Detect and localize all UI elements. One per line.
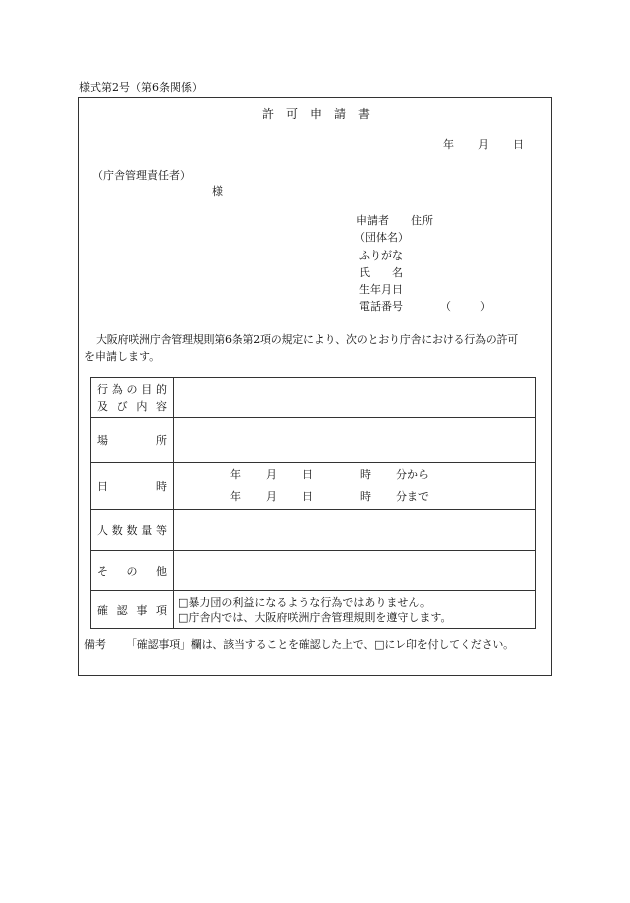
label-confirm: 確 認 事 項 [91, 591, 174, 629]
applicant-name: 氏 名 [359, 266, 403, 279]
applicant-address: 住所 [411, 214, 433, 227]
field-datetime[interactable] [174, 463, 536, 510]
row-confirm [91, 591, 536, 629]
row-purpose [91, 378, 536, 418]
applicant-org: （団体名） [354, 231, 409, 244]
field-purpose[interactable] [174, 378, 536, 418]
addressee-name: （庁舎管理責任者） [92, 169, 191, 182]
field-other[interactable] [174, 551, 536, 591]
row-place [91, 418, 536, 463]
phone-paren-open: （ [440, 300, 451, 313]
applicant-furigana: ふりがな [359, 249, 403, 262]
label-count: 人 数 数 量 等 [91, 510, 174, 551]
row-datetime [91, 463, 536, 510]
date-year: 年 [443, 138, 454, 151]
body-text-line1: 大阪府咲洲庁舎管理規則第6条第2項の規定により、次のとおり庁舎における行為の許可 [96, 333, 518, 346]
field-place[interactable] [174, 418, 536, 463]
form-title: 許 可 申 請 書 [262, 107, 371, 121]
checkbox-item-1[interactable]: □暴力団の利益になるような行為ではありません。 [178, 595, 432, 609]
field-count[interactable] [174, 510, 536, 551]
date-day: 日 [513, 138, 524, 151]
applicant-birthdate: 生年月日 [359, 283, 403, 296]
checkbox-item-2[interactable]: □庁舎内では、大阪府咲洲庁舎管理規則を遵守します。 [178, 610, 452, 624]
label-place: 場 所 [91, 418, 174, 463]
label-other: そ の 他 [91, 551, 174, 591]
datetime-to: 年 月 日 時 分まで [230, 490, 429, 503]
phone-paren-close: ） [480, 300, 491, 313]
row-count [91, 510, 536, 551]
form-number: 様式第2号（第6条関係） [79, 81, 203, 94]
addressee-honorific: 様 [212, 185, 223, 198]
row-other [91, 551, 536, 591]
applicant-label: 申請者 [356, 214, 389, 227]
request-table [90, 377, 536, 629]
note-text: 「確認事項」欄は、該当することを確認した上で、□にレ印を付してください。 [126, 638, 514, 651]
label-purpose-line2: 及 び 内 容 [97, 399, 167, 413]
label-datetime: 日 時 [91, 463, 174, 510]
label-purpose-line1: 行 為 の 目 的 [97, 382, 167, 396]
label-purpose [91, 378, 174, 418]
applicant-phone: 電話番号 [359, 300, 403, 313]
date-month: 月 [478, 138, 489, 151]
field-confirm [174, 591, 536, 629]
body-text-line2: を申請します。 [84, 350, 161, 363]
datetime-from: 年 月 日 時 分から [230, 468, 429, 481]
note-label: 備考 [84, 638, 106, 651]
